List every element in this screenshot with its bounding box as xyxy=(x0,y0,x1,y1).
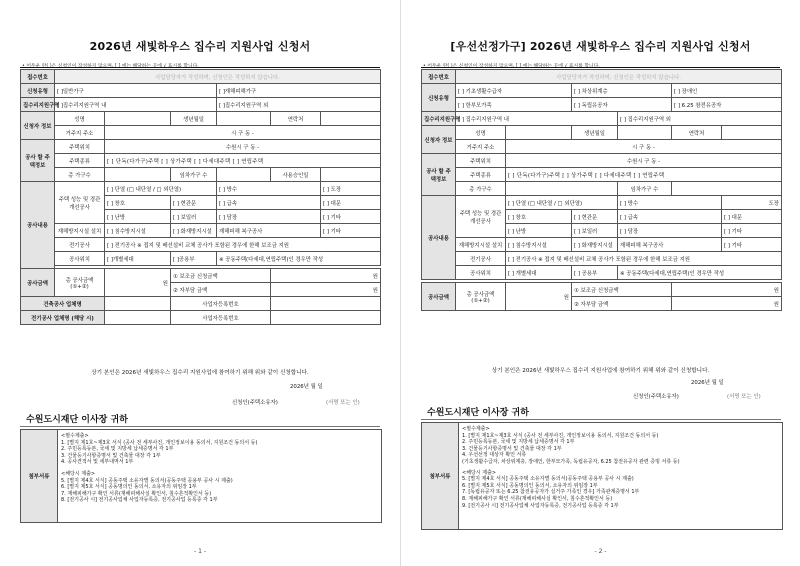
addressee: 수원도시재단 이사장 귀하 xyxy=(26,415,128,425)
doc-line: <해당시 제출> xyxy=(61,470,96,477)
waterproof-checkbox[interactable]: [ ] 방수 xyxy=(217,182,321,196)
self-label: ② 자부담 금액 xyxy=(572,297,672,311)
application-form xyxy=(421,69,782,311)
attachments-box xyxy=(421,422,783,530)
house-label: 공사 할 주택정보 xyxy=(422,154,456,196)
insulation-checkbox[interactable]: [ ] 단열 (□ 내단열 / □ 외단열) xyxy=(105,182,217,196)
phone-label: 연락처 xyxy=(672,126,722,140)
scope-note: ※ 공동주택(다세대,연립주택)인 경우만 작성 xyxy=(618,266,782,280)
recovery-checkbox[interactable]: 재해피해 복구공사 xyxy=(618,238,722,252)
subsidy-field[interactable]: 원 xyxy=(672,283,782,297)
fire-checkbox[interactable]: [ ] 화재방지시설 xyxy=(572,238,618,252)
elec-label: 전기공사 xyxy=(55,238,105,252)
households-label: 총 가구수 xyxy=(456,182,506,196)
attachments-label: 첨부서류 xyxy=(422,423,459,529)
contractor-label: 건축공사 업체명 xyxy=(21,297,105,311)
doc-line: 9. [전기공사 시] 전기공사업체 사업자등록증, 전기공사업 등록증 각 1부 xyxy=(462,502,619,509)
birth-field[interactable] xyxy=(618,126,672,140)
doc-line: 4. 우선선정 대상자 확인 서류 xyxy=(462,452,527,459)
page-number: - 1 - xyxy=(194,548,206,555)
fence-checkbox[interactable]: [ ] 담장 xyxy=(618,224,722,238)
doc-line: <필수제출> xyxy=(61,433,89,439)
signer-label: 신청인(주택소유자) xyxy=(633,394,679,400)
plumbing-checkbox[interactable]: [ ] 급속 xyxy=(618,210,722,224)
attachments-list xyxy=(462,426,778,509)
paint-checkbox[interactable]: [ ] 도장 xyxy=(321,182,381,196)
flood-checkbox[interactable]: [ ] 침수방지시설 xyxy=(105,224,171,238)
single-parent-checkbox[interactable]: [ ] 한부모가족 xyxy=(456,98,572,112)
insulation-checkbox[interactable]: [ ] 단열 (□ 내단열 / □ 외단열) xyxy=(506,196,618,210)
scope-unit-checkbox[interactable]: [ ]개별세대 xyxy=(105,252,171,266)
doc-line: 7. [독립유공자 또는 6.25 참전유공자가 실거주 가족인 경우] 가족관계증명서 1부 xyxy=(462,489,640,496)
elec-contractor-field[interactable] xyxy=(105,311,171,325)
independence-merit-checkbox[interactable]: [ ] 독립유공자 xyxy=(572,98,672,112)
self-field[interactable]: 원 xyxy=(672,297,782,311)
households-label: 총 가구수 xyxy=(55,168,105,182)
subsidy-label: ① 보조금 신청금액 xyxy=(171,269,271,283)
area-inside-checkbox[interactable]: [ ]집수리지원구역 내 xyxy=(55,98,217,112)
total-label: 총 공사금액 (①+②) xyxy=(55,269,105,297)
housetype-options[interactable]: [ ] 단독(다가구)주택 [ ] 상가주택 [ ] 다세대주택 [ ] 연립주택 xyxy=(105,154,381,168)
scope-label: 공사위치 xyxy=(55,252,105,266)
area-outside-checkbox[interactable]: [ ] 집수리지원구역 외 xyxy=(618,112,782,126)
address-field[interactable]: 시 구 동 - xyxy=(506,140,782,154)
area-inside-checkbox[interactable]: [ ] 집수리지원구역 내 xyxy=(456,112,618,126)
elec-contractor-label: 전기공사 업체명 (해당 시) xyxy=(21,311,105,325)
location-field[interactable]: 수원시 구 동 - xyxy=(105,140,381,154)
tenants-label: 임차가구 수 xyxy=(171,168,217,182)
doc-line: 6. [별지 제5호 서식] 공동명의인 동의서, 소유자의 위임장 1부 xyxy=(462,482,598,489)
tenants-field[interactable] xyxy=(672,182,782,196)
elec-label: 전기공사 xyxy=(456,252,506,266)
scope-common-checkbox[interactable]: [ ] 공용부 xyxy=(572,266,618,280)
house-label: 공사 할 주택정보 xyxy=(21,140,55,182)
flood-checkbox[interactable]: [ ] 침수방지시설 xyxy=(506,238,572,252)
phone-label: 연락처 xyxy=(271,112,321,126)
type-disaster-checkbox[interactable]: [ ]재해피해가구 xyxy=(217,84,381,98)
door-checkbox[interactable]: [ ] 현관문 xyxy=(171,196,217,210)
contractor-field[interactable] xyxy=(105,297,171,311)
doc-line: 8. [전기공사 시] 전기공사업체 사업자등록증, 전기공사업 등록증 각 1부 xyxy=(61,497,218,504)
doc-line: 6. [별지 제5호 서식] 공동명의인 동의서, 소유자의 위임장 1부 xyxy=(61,484,197,491)
perf-label: 주택 성능 및 경관개선공사 xyxy=(456,196,506,238)
birth-label: 생년월일 xyxy=(171,112,217,126)
doc-line: 1. [별지 제1호~제3호 서식 (공사 전 세부사진, 개인정보이용 동의서, 지원조건 동의서 등) xyxy=(462,432,659,439)
receipt-field: 사업담당자가 작성하며, 신청인은 작성하지 않습니다. xyxy=(456,70,782,84)
disaster-label: 재해방지시설 설치 xyxy=(456,238,506,252)
biznum2-label: 사업자등록번호 xyxy=(171,311,271,325)
doc-line: 2. 주민등록등본, 국세 및 지방세 납세증명서 각 1부 xyxy=(61,446,174,453)
receipt-label: 접수번호 xyxy=(21,70,55,84)
attachments-label: 첨부서류 xyxy=(21,430,58,522)
location-label: 주택위치 xyxy=(55,140,105,154)
name-label: 성명 xyxy=(456,126,506,140)
plumbing-checkbox[interactable]: [ ] 급속 xyxy=(217,196,321,210)
name-field[interactable] xyxy=(506,126,572,140)
recovery-checkbox[interactable]: 재해피해 복구공사 xyxy=(217,224,321,238)
subsidy-field[interactable]: 원 xyxy=(271,269,381,283)
phone-field[interactable] xyxy=(321,112,381,126)
location-field[interactable]: 수원시 구 동 - xyxy=(506,154,782,168)
form-note: • 어두운 란( )은 신청인이 작성하지 않으며, [ ] 에는 해당하는 곳에 √ 표시를 합니다. xyxy=(423,64,600,69)
address-field[interactable]: 시 구 동 - xyxy=(105,126,381,140)
receipt-label: 접수번호 xyxy=(422,70,456,84)
near-poverty-checkbox[interactable]: [ ] 차상위계층 xyxy=(572,84,672,98)
page-number: - 2 - xyxy=(594,548,607,555)
households-field[interactable] xyxy=(506,182,618,196)
sign-hint: (서명 또는 인) xyxy=(727,394,761,400)
subsidy-label: ① 보조금 신청금액 xyxy=(572,283,672,297)
fence-checkbox[interactable]: [ ] 담장 xyxy=(217,210,321,224)
disabled-checkbox[interactable]: [ ] 장애인 xyxy=(672,84,782,98)
date-line: 2026년 월 일 xyxy=(691,380,724,386)
form-note: • 어두운 란( )은 신청인이 작성하지 않으며, [ ] 에는 해당하는 곳에 √ 표시를 합니다. xyxy=(22,64,199,69)
doc-line: 4. 공사견적서 및 세부내역서 1부 xyxy=(61,459,134,466)
type-label: 신청유형 xyxy=(422,84,456,112)
doc-line: (기초생활수급자, 차상위계층, 장애인, 한부모가족, 독립유공자, 6.25 참전유공자 관련 증빙 서류 등) xyxy=(462,458,680,465)
doc-line: 5. [별지 제4호 서식] 공동주택 소유자별 동의서(공동주택 공용부 공사 시 제출) xyxy=(462,476,634,483)
tenants-label: 임차가구 수 xyxy=(618,182,672,196)
divider xyxy=(20,67,380,68)
disaster-label: 재해방지시설 설치 xyxy=(55,224,105,238)
area-outside-checkbox[interactable]: [ ]집수리지원구역 외 xyxy=(217,98,381,112)
doc-line: <필수제출> xyxy=(462,426,490,432)
tenants-field[interactable] xyxy=(217,168,271,182)
page-title: 2026년 새빛하우스 집수리 지원사업 신청서 xyxy=(89,40,311,53)
declaration: 상기 본인은 2026년 새빛하우스 집수리 지원사업에 참여하기 위해 위와 같이 신청합니다. xyxy=(91,370,309,376)
window-checkbox[interactable]: [ ] 창호 xyxy=(105,196,171,210)
scope-common-checkbox[interactable]: [ ]공용부 xyxy=(171,252,217,266)
type-general-checkbox[interactable]: [ ]일반가구 xyxy=(55,84,217,98)
attachments-box xyxy=(20,429,382,523)
disaster-other-checkbox[interactable]: [ ] 기타 xyxy=(722,238,782,252)
door-checkbox[interactable]: [ ] 현관문 xyxy=(572,210,618,224)
area-label: 집수리지원구역 xyxy=(422,112,456,126)
scope-label: 공사위치 xyxy=(456,266,506,280)
gate-checkbox[interactable]: [ ] 대문 xyxy=(321,196,381,210)
elec-checkbox[interactable]: [ ] 전기공사 ※ 접지 및 배선설비 교체 공사가 포함된 경우에 한해 보조금 지원 xyxy=(506,252,782,266)
scope-note: ※ 공동주택(다세대,연립주택)인 경우만 작성 xyxy=(217,252,381,266)
waterproof-checkbox[interactable]: [ ] 방수 xyxy=(618,196,722,210)
scope-unit-checkbox[interactable]: [ ] 개별세대 xyxy=(506,266,572,280)
receipt-field: 사업담당자가 작성하며, 신청인은 작성하지 않습니다. xyxy=(55,70,381,84)
disaster-other-checkbox[interactable]: [ ] 기타 xyxy=(321,224,381,238)
gate-checkbox[interactable]: [ ] 대문 xyxy=(722,210,782,224)
biznum-field[interactable] xyxy=(271,297,381,311)
type-label: 신청유형 xyxy=(21,84,55,98)
self-field[interactable]: 원 xyxy=(271,283,381,297)
total-field[interactable]: 원 xyxy=(105,269,171,297)
other-checkbox[interactable]: [ ] 기타 xyxy=(722,224,782,238)
households-field[interactable] xyxy=(105,168,171,182)
date-line: 2026년 월 일 xyxy=(290,384,323,390)
approval-field[interactable] xyxy=(321,168,381,182)
heating-checkbox[interactable]: [ ] 난방 xyxy=(105,210,171,224)
doc-line: 3. 건물등기사항증명서 및 건축물 대장 각 1부 xyxy=(462,445,562,452)
phone-field[interactable] xyxy=(722,126,782,140)
work-label: 공사내용 xyxy=(422,196,456,280)
divider xyxy=(421,67,780,68)
address-label: 거주지 주소 xyxy=(456,140,506,154)
housetype-label: 주택종류 xyxy=(55,154,105,168)
boiler-checkbox[interactable]: [ ] 보일러 xyxy=(572,224,618,238)
biznum2-field[interactable] xyxy=(271,311,381,325)
page-2 xyxy=(400,0,800,566)
signer-label: 신청인(주택소유자) xyxy=(232,400,278,406)
paint-checkbox[interactable]: 도장 xyxy=(722,196,782,210)
attachments-list xyxy=(61,433,377,504)
heating-checkbox[interactable]: [ ] 난방 xyxy=(506,224,572,238)
applicant-label: 신청자 정보 xyxy=(21,112,55,140)
doc-line: 8. 재해피해가구 확인 서류(재해피해사실 확인서, 침수흔적확인서 등) xyxy=(462,495,613,502)
application-form xyxy=(20,69,381,325)
birth-field[interactable] xyxy=(217,112,271,126)
approval-label: 사용승인일 xyxy=(271,168,321,182)
total-label: 총 공사금액 (①+②) xyxy=(456,283,506,311)
biznum-label: 사업자등록번호 xyxy=(171,297,271,311)
location-label: 주택위치 xyxy=(456,154,506,168)
doc-line: 3. 건물등기사항증명서 및 건축물 대장 각 1부 xyxy=(61,452,161,459)
name-field[interactable] xyxy=(105,112,171,126)
korean-war-veteran-checkbox[interactable]: [ ] 6.25 참전유공자 xyxy=(672,98,782,112)
basic-livelihood-checkbox[interactable]: [ ] 기초생활수급자 xyxy=(456,84,572,98)
other-checkbox[interactable]: [ ] 기타 xyxy=(321,210,381,224)
total-field[interactable]: 원 xyxy=(506,283,572,311)
declaration: 상기 본인은 2026년 새빛하우스 집수리 지원사업에 참여하기 위해 위와 같이 신청합니다. xyxy=(491,368,710,374)
perf-label: 주택 성능 및 경관개선공사 xyxy=(55,182,105,224)
elec-checkbox[interactable]: [ ] 전기공사 ※ 접지 및 배선설비 교체 공사가 포함된 경우에 한해 보조금 지원 xyxy=(105,238,381,252)
applicant-label: 신청자 정보 xyxy=(422,126,456,154)
work-label: 공사내용 xyxy=(21,182,55,269)
doc-line: 7. 재해피해가구 확인 서류(재해피해사실 확인서, 침수흔적확인서 등) xyxy=(61,490,212,497)
housetype-label: 주택종류 xyxy=(456,168,506,182)
window-checkbox[interactable]: [ ] 창호 xyxy=(506,210,572,224)
doc-line: 5. [별지 제4호 서식] 공동주택 소유자별 동의서(공동주택 공용부 공사 시 제출) xyxy=(61,477,233,484)
boiler-checkbox[interactable]: [ ] 보일러 xyxy=(171,210,217,224)
doc-line: <해당시 제출> xyxy=(462,469,497,476)
cost-label: 공사금액 xyxy=(422,283,456,311)
addressee: 수원도시재단 이사장 귀하 xyxy=(427,408,529,418)
address-label: 거주지 주소 xyxy=(55,126,105,140)
sign-hint: (서명 또는 인) xyxy=(326,400,360,406)
area-label: 집수리지원구역 xyxy=(21,98,55,112)
cost-label: 공사금액 xyxy=(21,269,55,297)
self-label: ② 자부담 금액 xyxy=(171,283,271,297)
page-title: [우선선정가구] 2026년 새빛하우스 집수리 지원사업 신청서 xyxy=(450,40,751,53)
doc-line: 2. 주민등록등본, 국세 및 지방세 납세증명서 각 1부 xyxy=(462,439,575,446)
doc-line: 1. [별지 제1호~제3호 서식 (공사 전 세부사진, 개인정보이용 동의서, 지원조건 동의서 등) xyxy=(61,439,258,446)
birth-label: 생년월일 xyxy=(572,126,618,140)
name-label: 성명 xyxy=(55,112,105,126)
fire-checkbox[interactable]: [ ] 화재방지시설 xyxy=(171,224,217,238)
housetype-options[interactable]: [ ] 단독(다가구)주택 [ ] 상가주택 [ ] 다세대주택 [ ] 연립주택 xyxy=(506,168,782,182)
